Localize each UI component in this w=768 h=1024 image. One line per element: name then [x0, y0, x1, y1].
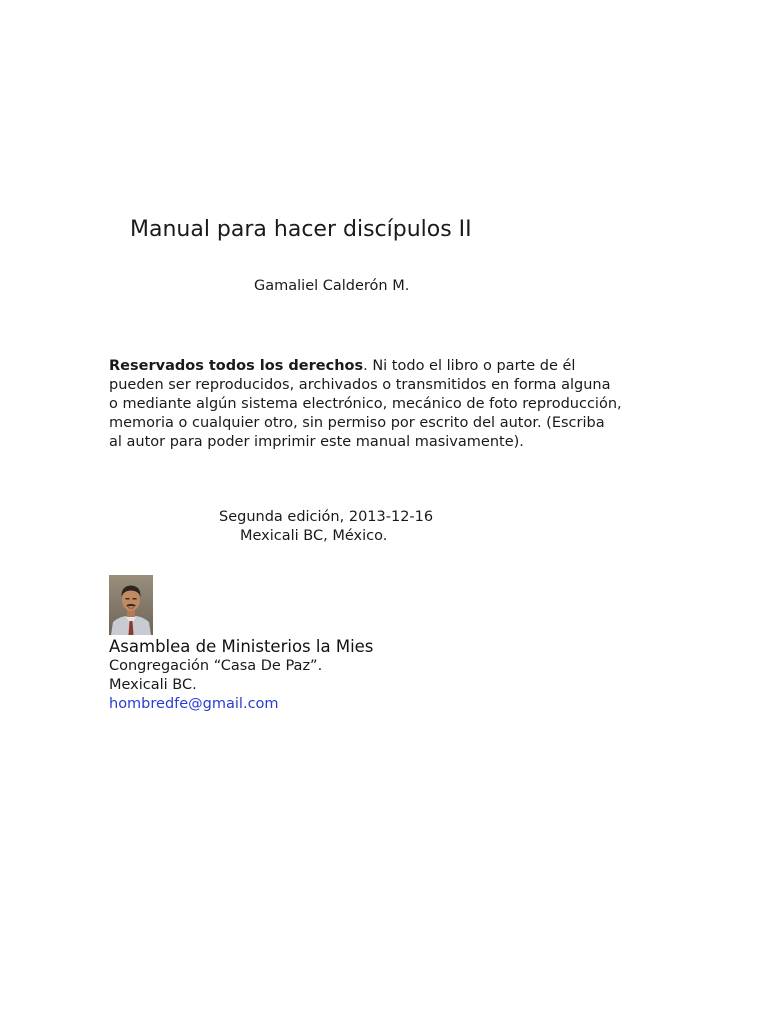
organization-name: Asamblea de Ministerios la Mies	[109, 637, 374, 656]
rights-line-1	[109, 357, 669, 376]
publication-place: Mexicali BC, México.	[240, 528, 388, 544]
author-portrait-image	[109, 575, 153, 635]
edition-info: Segunda edición, 2013-12-16	[219, 509, 434, 525]
rights-notice	[109, 357, 669, 452]
author-photo	[109, 575, 153, 635]
rights-line-2: pueden ser reproducidos, archivados o transmitidos en forma alguna	[109, 377, 611, 393]
congregation-name: Congregación “Casa De Paz”.	[109, 658, 323, 674]
email-link[interactable]: hombredfe@gmail.com	[109, 696, 279, 712]
author-name: Gamaliel Calderón M.	[254, 278, 410, 294]
rights-line-4: memoria o cualquier otro, sin permiso por escrito del autor. (Escriba	[109, 415, 605, 431]
document-title: Manual para hacer discípulos II	[130, 217, 472, 242]
city-name: Mexicali BC.	[109, 677, 197, 693]
rights-line-5: al autor para poder imprimir este manual masivamente).	[109, 434, 524, 450]
rights-line-1-rest: . Ni todo el libro o parte de él	[363, 358, 576, 374]
rights-line-3: o mediante algún sistema electrónico, mecánico de foto reproducción,	[109, 396, 622, 412]
rights-bold-lead: Reservados todos los derechos	[109, 358, 364, 374]
